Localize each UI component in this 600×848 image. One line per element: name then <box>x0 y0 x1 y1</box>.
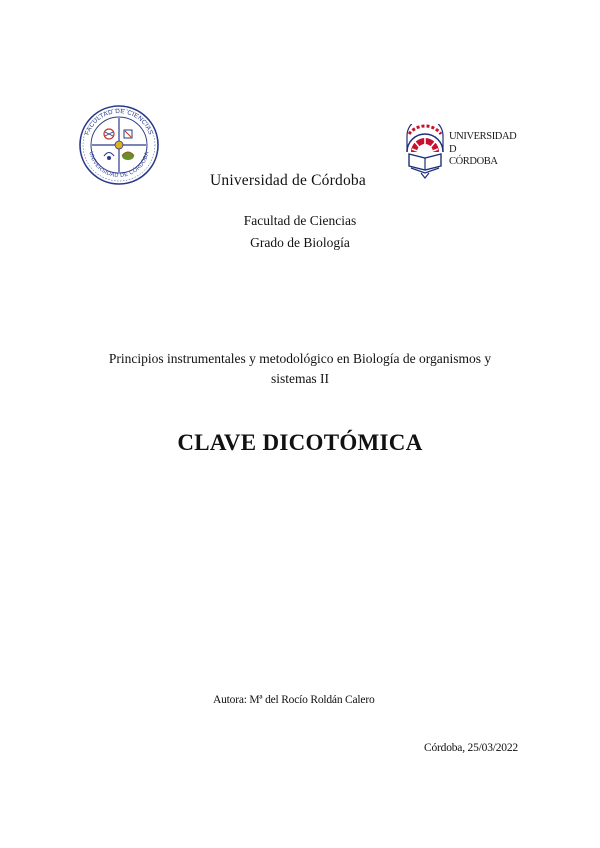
subject-title <box>70 349 530 389</box>
university-shield-icon <box>403 124 447 180</box>
degree-name: Grado de Biología <box>250 235 350 250</box>
university-name: Universidad de Córdoba <box>210 172 366 189</box>
logo-line-3: CÓRDOBA <box>449 156 498 167</box>
faculty-seal-logo <box>78 104 160 186</box>
author-line: Autora: Mª del Rocío Roldán Calero <box>213 694 375 706</box>
subject-line-2: sistemas II <box>270 371 330 386</box>
document-title: CLAVE DICOTÓMICA <box>177 430 423 455</box>
svg-text:FACULTAD DE CIENCIAS: FACULTAD DE CIENCIAS <box>83 107 155 137</box>
subject-line-1: Principios instrumentales y metodológico en Biología de organismos y <box>108 351 492 366</box>
faculty-name: Facultad de Ciencias <box>243 213 357 228</box>
logo-line-2: D <box>449 143 457 155</box>
logo-line-1: UNIVERSIDAD <box>449 131 517 142</box>
svg-text:UNIVERSIDAD DE CÓRDOBA: UNIVERSIDAD DE CÓRDOBA <box>87 151 151 180</box>
university-logo <box>403 124 518 180</box>
date-line: Córdoba, 25/03/2022 <box>424 742 518 754</box>
university-logo-wordmark <box>449 131 516 169</box>
